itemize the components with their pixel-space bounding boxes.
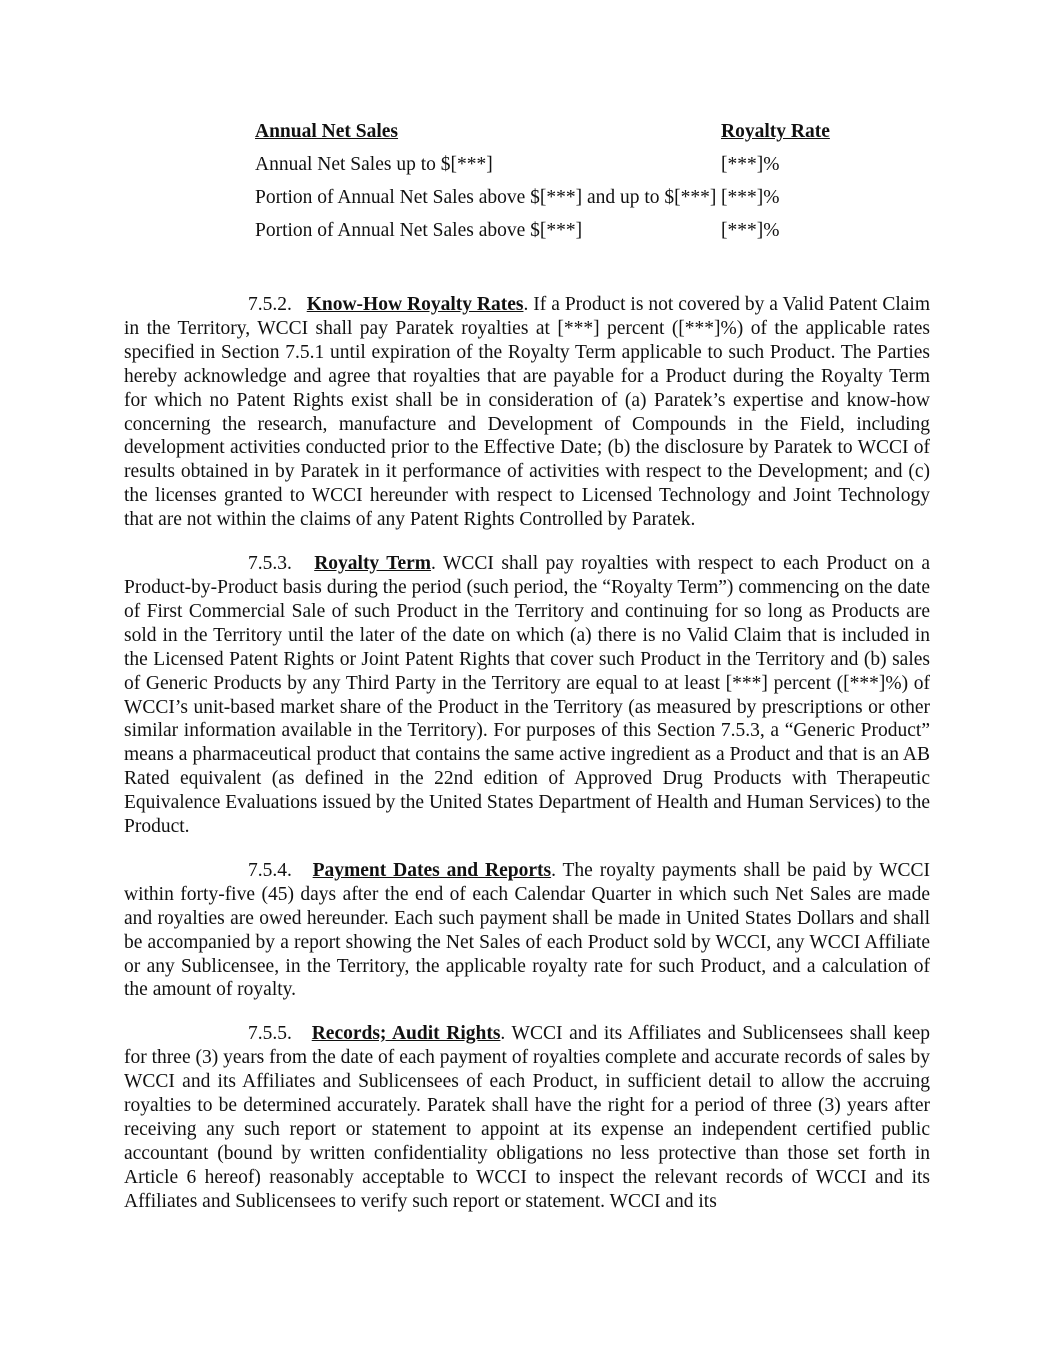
contract-body — [124, 293, 930, 1234]
section-heading: Payment Dates and Reports — [312, 859, 552, 881]
table-row — [250, 153, 861, 186]
section-7-5-3 — [124, 552, 930, 839]
table-row — [250, 219, 861, 252]
sales-tier-cell: Annual Net Sales up to $[***] — [255, 154, 493, 175]
section-number: 7.5.4. — [248, 859, 292, 881]
section-7-5-5 — [124, 1022, 930, 1213]
section-text: . WCCI and its Affiliates and Sublicensees shall keep for three (3) years from the date of each payment of royalties complete and accurate records of sales by WCCI and its Affiliates and Sublicensees of each Product, in sufficient detail to allow the accruing royalties to be determined accurately. Paratek shall have the right for a period of three (3) years after receiving any such report or statement to appoint at its expense an independent certified public accountant (bound by written confidentiality obligations no less protective than those set forth in Article 6 hereof) reasonably acceptable to WCCI to inspect the relevant records of WCCI and its Affiliates and Sublicensees to verify such report or statement. WCCI and its — [124, 1023, 931, 1212]
section-7-5-4 — [124, 859, 930, 1002]
section-heading: Royalty Term — [314, 553, 432, 575]
sales-tier-cell: Portion of Annual Net Sales above $[***] and up to $[***] — [255, 187, 717, 208]
section-text: . The royalty payments shall be paid by WCCI within forty-five (45) days after the end of each Calendar Quarter in which such Net Sales are made and royalties are owed hereunder. Each such payment shall be made in United States Dollars and shall be accompanied by a report showing the Net Sales of each Product sold by WCCI, any WCCI Affiliate or any Sublicensee, in the Territory, the applicable royalty rate for such Product, and a calculation of the amount of royalty. — [124, 859, 930, 1001]
rate-cell: [***]% — [721, 154, 780, 175]
section-heading: Know-How Royalty Rates — [306, 294, 524, 315]
header-annual-net-sales: Annual Net Sales — [255, 121, 399, 142]
section-7-5-2 — [124, 293, 930, 532]
rate-cell: [***]% — [721, 187, 780, 208]
header-royalty-rate: Royalty Rate — [721, 121, 830, 142]
section-number: 7.5.2. — [248, 294, 292, 315]
section-number: 7.5.5. — [248, 1023, 292, 1045]
section-text: . If a Product is not covered by a Valid Patent Claim in the Territory, WCCI shall pay Paratek royalties at [***] percent ([***]%) of the applicable rates specified in Section 7.5.1 until expiration of the Royalty Term applicable to such Product. The Parties hereby acknowledge and agree that royalties that are payable for a Product during the Royalty Term for which no Patent Rights exist shall be in consideration of (a) Paratek’s expertise and know-how concerning the research, manufacture and Development of Compounds in the Field, including development activities conducted prior to the Effective Date; (b) the disclosure by Paratek to WCCI of results obtained in by Paratek in it performance of activities with respect to the Development; and (c) the licenses granted to WCCI hereunder with respect to Licensed Technology and Joint Technology that are not within the claims of any Patent Rights Controlled by Paratek. — [124, 294, 930, 531]
table-header-row — [250, 120, 861, 153]
section-heading: Records; Audit Rights — [311, 1023, 501, 1045]
royalty-rate-table — [250, 120, 861, 252]
table-row — [250, 186, 861, 219]
section-text: . WCCI shall pay royalties with respect to each Product on a Product-by-Product basis during the period (such period, the “Royalty Term”) commencing on the date of First Commercial Sale of such Product in the Territory and continuing for so long as Products are sold in the Territory until the later of the date on which (a) there is no Valid Claim that is included in the Licensed Patent Rights or Joint Patent Rights that cover such Product in the Territory and (b) sales of Generic Products by any Third Party in the Territory are equal to at least [***] percent ([***]%) of WCCI’s unit-based market share of the Product in the Territory (as measured by prescriptions or other similar information available in the Territory). For purposes of this Section 7.5.3, a “Generic Product” means a pharmaceutical product that contains the same active ingredient as a Product and that is an AB Rated equivalent (as defined in the 22nd edition of Approved Drug Products with Therapeutic Equivalence Evaluations issued by the United States Department of Health and Human Services) to the Product. — [124, 553, 930, 838]
sales-tier-cell: Portion of Annual Net Sales above $[***] — [255, 220, 583, 241]
rate-cell: [***]% — [721, 220, 780, 241]
section-number: 7.5.3. — [248, 553, 292, 575]
